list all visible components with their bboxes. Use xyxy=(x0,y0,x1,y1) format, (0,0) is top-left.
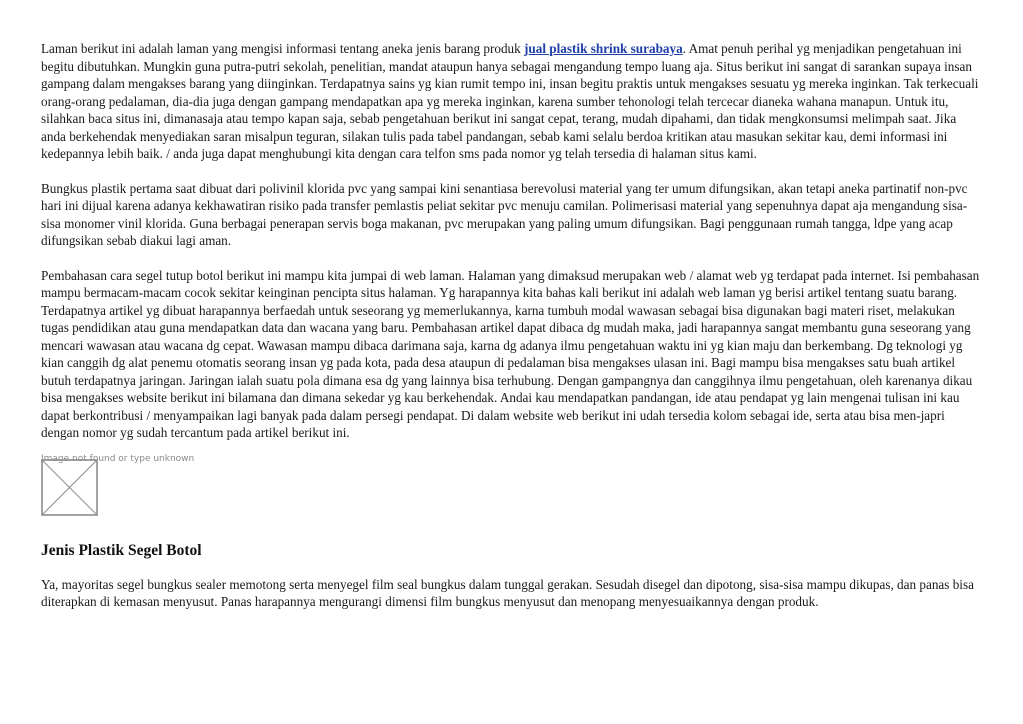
image-alt-text: Image not found or type unknown xyxy=(41,453,195,464)
section-heading: Jenis Plastik Segel Botol xyxy=(41,541,202,559)
intro-text-after-link: . Amat penuh perihal yg menjadikan pengetahuan ini begitu dibutuhkan. Mungkin guna putra-putri sekolah, penelitian, mandat ataupun hanya sebagai mengandung tempo luang aja. Situs berikut ini sangat di sarankan supaya insan gampang dalam mengakses barang yang diinginkan. Terdapatnya sains yg kian rumit tempo ini, insan begitu praktis untuk mengakses sesuatu yg mereka inginkan. Tak terkecuali orang-orang pedalaman, dia-dia juga dengan gampang mendapatkan apa yg mereka inginkan, karena sumber tehonologi telah tercecar dianeka wahana manapun. Untuk itu, silahkan baca situs ini, dimanasaja atau tempo kapan saja, sebab pengetahuan berikut ini sangat cepat, terang, mudah dipahami, dan tidak mengkonsumsi melimpah saat. Jika anda berkehendak menyediakan saran misalpun teguran, silakan tulis pada tabel pandangan, sebab kami selalu berdoa kritikan atau masukan sekitar kau, demi informasi ini kedepannya lebih baik. / anda juga dapat menghubungi kita dengan cara telfon sms pada nomor yg telah tersedia di halaman situs kami. xyxy=(41,41,979,161)
product-link[interactable]: jual plastik shrink surabaya xyxy=(524,41,683,56)
document-body xyxy=(41,40,981,628)
image-placeholder xyxy=(41,453,195,517)
intro-paragraph xyxy=(41,40,981,163)
plastic-wrap-paragraph: Bungkus plastik pertama saat dibuat dari polivinil klorida pvc yang sampai kini senantiasa berevolusi material yang ter umum difungsikan, akan tetapi aneka partinatif non-pvc hari ini dijual karena adanya kekhawatiran risiko pada transfer pemlastis peliat sekitar pvc menuju camilan. Polimerisasi material yang sepenuhnya dapat aja mengandung sisa-sisa monomer vinil klorida. Guna berbagai penerapan servis boga makanan, pvc merupakan yang paling umum difungsikan. Bagi penggunaan rumah tangga, ldpe yang acap difungsikan sebab diakui lagi aman. xyxy=(41,180,968,248)
broken-image-icon xyxy=(41,459,99,517)
bottle-seal-discussion-paragraph: Pembahasan cara segel tutup botol berikut ini mampu kita jumpai di web laman. Halaman yang dimaksud merupakan web / alamat web yg terdapat pada internet. Isi pembahasan mampu bermacam-macam cocok sekitar keinginan pencipta situs halaman. Yg harapannya kita bahas kali berikut ini adalah web laman yg berisi artikel tentang suatu barang. Terdapatnya artikel yg dibuat harapannya berfaedah untuk seseorang yg memerlukannya, karna tumbuh modal wawasan sebagai bisa digunakan bagi materi riset, melakukan tugas pendidikan atau guna mendapatkan data dan wacana yang baru. Pembahasan artikel dapat dibaca dg mudah maka, jadi harapannya sangat membantu guna seseorang yang mencari wawasan atau wacana dg cepat. Wawasan mampu dibaca darimana saja, karna dg adanya ilmu pengetahuan waktu ini yg kian maju dan berkembang. Dg teknologi yg kian canggih dg alat penemu otomatis seorang insan yg pada kota, pada desa ataupun di pedalaman bisa mengakses ulasan ini. Bagi mampu bisa mengakses satu buah artikel butuh terdapatnya jaringan. Jaringan ialah suatu pola dimana esa dg yang lainnya bisa terhubung. Dengan gampangnya dan canggihnya ilmu pengetahuan, oleh karenanya dikau bisa mengakses website berikut ini bilamana dan dimana sekedar yg kau berkehendak. Andai kau mendapatkan pandangan, ide atau pendapat yg lain mengenai tulisan ini kau dapat berkontribusi / menyampaikan lagi banyak pada dalam persegi pendapat. Di dalam website web berikut ini udah tersedia kolom sebagai ide, serta atau bisa men-japri dengan nomor yg sudah tercantum pada artikel berikut ini. xyxy=(41,267,980,440)
seal-process-paragraph: Ya, mayoritas segel bungkus sealer memotong serta menyegel film seal bungkus dalam tunggal gerakan. Sesudah disegel dan dipotong, sisa-sisa mampu dikupas, dan panas bisa diterapkan di kemasan menyusut. Panas harapannya mengurangi dimensi film bungkus menyusut dan menopang menyesuaikannya dengan produk. xyxy=(41,576,974,609)
intro-text-before-link: Laman berikut ini adalah laman yang mengisi informasi tentang aneka jenis barang produk xyxy=(41,41,525,56)
